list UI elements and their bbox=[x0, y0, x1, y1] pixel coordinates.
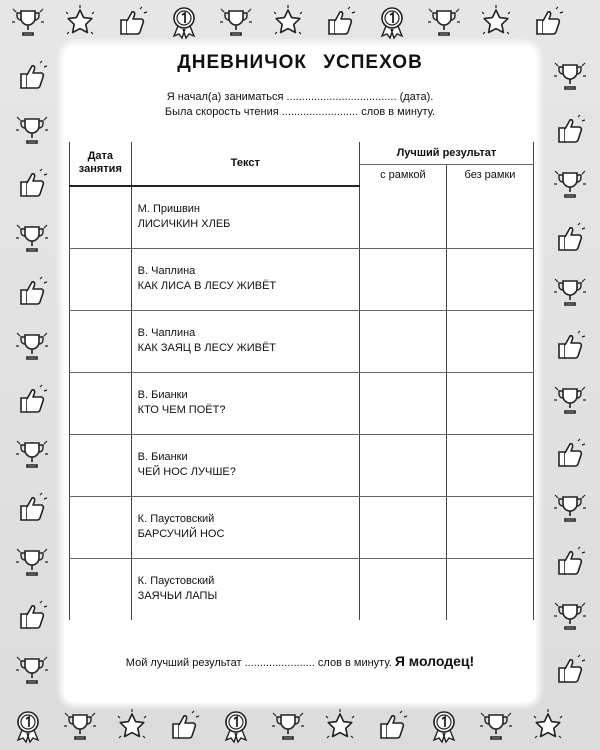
result-without-frame-cell[interactable] bbox=[446, 310, 533, 372]
story-author: К. Паустовский bbox=[137, 575, 215, 587]
thumbs-up-icon bbox=[14, 490, 50, 526]
result-with-frame-cell[interactable] bbox=[359, 310, 446, 372]
table-row bbox=[70, 186, 534, 249]
header-text: Текст bbox=[131, 142, 359, 186]
trophy-icon bbox=[14, 112, 50, 148]
text-cell bbox=[131, 248, 359, 310]
trophy-icon bbox=[426, 4, 462, 40]
thumbs-up-icon bbox=[14, 382, 50, 418]
thumbs-up-icon bbox=[552, 544, 588, 580]
trophy-icon bbox=[14, 544, 50, 580]
result-with-frame-cell[interactable] bbox=[359, 372, 446, 434]
result-without-frame-cell[interactable] bbox=[446, 186, 533, 249]
story-author: В. Чаплина bbox=[137, 265, 196, 277]
medal-icon bbox=[426, 708, 462, 744]
table-row bbox=[70, 558, 534, 620]
trophy-icon bbox=[552, 58, 588, 94]
date-cell[interactable] bbox=[70, 434, 132, 496]
star-icon bbox=[322, 708, 358, 744]
text-cell bbox=[131, 434, 359, 496]
trophy-icon bbox=[14, 328, 50, 364]
thumbs-up-icon bbox=[14, 166, 50, 202]
date-cell[interactable] bbox=[70, 558, 132, 620]
intro-start-date: Я начал(а) заниматься .................................... (дата). bbox=[166, 91, 434, 103]
medal-icon bbox=[10, 708, 46, 744]
story-title: ЗАЯЧЬИ ЛАПЫ bbox=[137, 590, 218, 602]
intro-speed: Была скорость чтения ......................... слов в минуту. bbox=[164, 106, 436, 118]
table-row bbox=[70, 496, 534, 558]
thumbs-up-icon bbox=[530, 4, 566, 40]
header-date: Дата занятия bbox=[70, 142, 132, 186]
star-icon bbox=[478, 4, 514, 40]
trophy-icon bbox=[552, 598, 588, 634]
trophy-icon bbox=[552, 166, 588, 202]
intro-block bbox=[64, 90, 536, 120]
result-with-frame-cell[interactable] bbox=[359, 434, 446, 496]
footer-exclaim: Я молодец! bbox=[394, 653, 475, 669]
trophy-icon bbox=[270, 708, 306, 744]
text-cell bbox=[131, 496, 359, 558]
table-body bbox=[70, 186, 534, 620]
header-with-frame: с рамкой bbox=[359, 164, 446, 186]
star-icon bbox=[530, 708, 566, 744]
thumbs-up-icon bbox=[14, 274, 50, 310]
text-cell bbox=[131, 558, 359, 620]
table-row bbox=[70, 434, 534, 496]
result-without-frame-cell[interactable] bbox=[446, 558, 533, 620]
story-author: К. Паустовский bbox=[137, 513, 215, 525]
story-author: В. Бианки bbox=[137, 389, 188, 401]
story-author: М. Пришвин bbox=[137, 203, 201, 215]
result-with-frame-cell[interactable] bbox=[359, 558, 446, 620]
medal-icon bbox=[374, 4, 410, 40]
thumbs-up-icon bbox=[14, 58, 50, 94]
thumbs-up-icon bbox=[374, 708, 410, 744]
story-title: КАК ЗАЯЦ В ЛЕСУ ЖИВЁТ bbox=[137, 342, 277, 354]
medal-icon bbox=[166, 4, 202, 40]
result-with-frame-cell[interactable] bbox=[359, 248, 446, 310]
star-icon bbox=[270, 4, 306, 40]
thumbs-up-icon bbox=[552, 652, 588, 688]
trophy-icon bbox=[14, 220, 50, 256]
story-title: ЛИСИЧКИН ХЛЕБ bbox=[137, 218, 231, 230]
thumbs-up-icon bbox=[552, 112, 588, 148]
header-best-result: Лучший результат bbox=[359, 142, 533, 164]
footer-result-text: Мой лучший результат ....................... слов в минуту. bbox=[125, 657, 392, 669]
date-cell[interactable] bbox=[70, 248, 132, 310]
thumbs-up-icon bbox=[322, 4, 358, 40]
trophy-icon bbox=[10, 4, 46, 40]
date-cell[interactable] bbox=[70, 186, 132, 249]
header-without-frame: без рамки bbox=[446, 164, 533, 186]
result-without-frame-cell[interactable] bbox=[446, 248, 533, 310]
thumbs-up-icon bbox=[552, 436, 588, 472]
thumbs-up-icon bbox=[14, 598, 50, 634]
text-cell bbox=[131, 310, 359, 372]
text-cell bbox=[131, 372, 359, 434]
date-cell[interactable] bbox=[70, 310, 132, 372]
date-cell[interactable] bbox=[70, 372, 132, 434]
table-row bbox=[70, 372, 534, 434]
result-without-frame-cell[interactable] bbox=[446, 372, 533, 434]
thumbs-up-icon bbox=[166, 708, 202, 744]
story-title: КТО ЧЕМ ПОЁТ? bbox=[137, 404, 226, 416]
trophy-icon bbox=[552, 274, 588, 310]
trophy-icon bbox=[62, 708, 98, 744]
progress-table bbox=[69, 142, 534, 620]
trophy-icon bbox=[552, 382, 588, 418]
table-row bbox=[70, 248, 534, 310]
thumbs-up-icon bbox=[552, 328, 588, 364]
story-title: ЧЕЙ НОС ЛУЧШЕ? bbox=[137, 466, 236, 478]
footer-line bbox=[64, 653, 536, 669]
medal-icon bbox=[218, 708, 254, 744]
date-cell[interactable] bbox=[70, 496, 132, 558]
trophy-icon bbox=[14, 652, 50, 688]
thumbs-up-icon bbox=[552, 220, 588, 256]
result-without-frame-cell[interactable] bbox=[446, 496, 533, 558]
story-title: БАРСУЧИЙ НОС bbox=[137, 528, 225, 540]
story-author: В. Чаплина bbox=[137, 327, 196, 339]
page-title bbox=[64, 52, 536, 74]
result-with-frame-cell[interactable] bbox=[359, 496, 446, 558]
story-title: КАК ЛИСА В ЛЕСУ ЖИВЁТ bbox=[137, 280, 277, 292]
trophy-icon bbox=[552, 490, 588, 526]
thumbs-up-icon bbox=[114, 4, 150, 40]
text-cell bbox=[131, 186, 359, 249]
trophy-icon bbox=[218, 4, 254, 40]
table-row bbox=[70, 310, 534, 372]
title-word-2: УСПЕХОВ bbox=[323, 52, 423, 73]
result-with-frame-cell[interactable] bbox=[359, 186, 446, 249]
star-icon bbox=[62, 4, 98, 40]
title-word-1: ДНЕВНИЧОК bbox=[177, 52, 307, 73]
trophy-icon bbox=[14, 436, 50, 472]
story-author: В. Бианки bbox=[137, 451, 188, 463]
star-icon bbox=[114, 708, 150, 744]
result-without-frame-cell[interactable] bbox=[446, 434, 533, 496]
trophy-icon bbox=[478, 708, 514, 744]
